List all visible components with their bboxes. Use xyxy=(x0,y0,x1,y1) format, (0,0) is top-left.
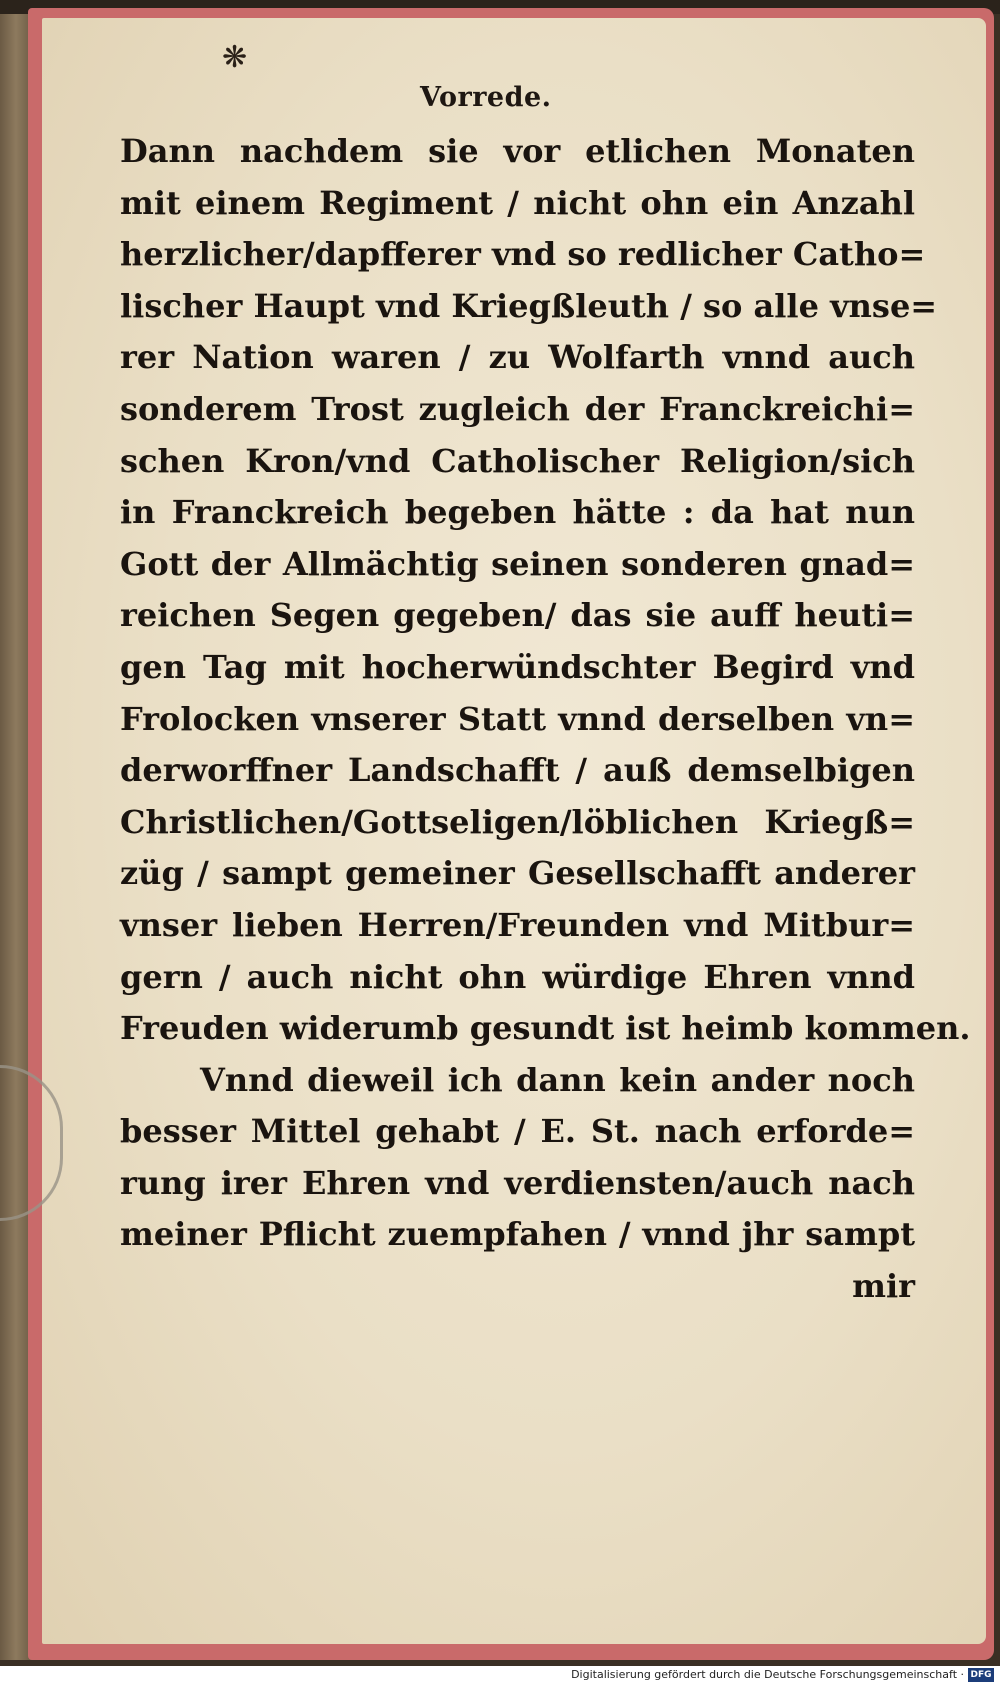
text-line: Christlichen/Gottseligen/löblichen Kriegß= xyxy=(120,802,915,841)
text-line: züg / sampt gemeiner Gesellschafft anderer xyxy=(120,854,915,893)
text-line: Gott der Allmächtig seinen sonderen gnad= xyxy=(120,544,915,583)
text-line: rer Nation waren / zu Wolfarth vnnd auch xyxy=(120,338,915,377)
text-line: Frolocken vnserer Statt vnnd derselben vn= xyxy=(120,699,915,738)
text-block xyxy=(120,126,971,1313)
text-line: mit einem Regiment / nicht ohn ein Anzahl xyxy=(120,183,915,222)
text-line: lischer Haupt vnd Kriegßleuth / so alle vnse= xyxy=(120,286,938,325)
text-line: reichen Segen gegeben/ das sie auff heuti= xyxy=(120,596,915,635)
running-head: Vorrede. xyxy=(420,82,552,113)
text-line: meiner Pflicht zuempfahen / vnnd jhr sampt xyxy=(120,1215,915,1254)
text-line: gern / auch nicht ohn würdige Ehren vnnd xyxy=(120,957,915,996)
text-line: gen Tag mit hocherwündschter Begird vnd xyxy=(120,647,915,686)
text-line: Freuden widerumb gesundt ist heimb kommen. xyxy=(120,1009,971,1048)
footer-credit: Digitalisierung gefördert durch die Deutsche Forschungsgemeinschaft · xyxy=(571,1668,964,1681)
text-line: derworffner Landschafft / auß demselbigen xyxy=(120,751,915,790)
text-line: vnser lieben Herren/Freunden vnd Mitbur= xyxy=(120,905,915,944)
text-line: in Franckreich begeben hätte : da hat nun xyxy=(120,493,915,532)
text-line: herzlicher/dapfferer vnd so redlicher Catho= xyxy=(120,235,926,274)
text-line: sonderem Trost zugleich der Franckreichi= xyxy=(120,389,915,428)
text-line: rung irer Ehren vnd verdiensten/auch nach xyxy=(120,1163,915,1202)
text-line: Dann nachdem sie vor etlichen Monaten xyxy=(120,132,915,170)
catchword: mir xyxy=(852,1267,915,1306)
ornament-icon: ❋ xyxy=(222,40,248,75)
text-line: Vnnd dieweil ich dann kein ander noch xyxy=(200,1060,915,1099)
text-line: besser Mittel gehabt / E. St. nach erforde= xyxy=(120,1112,915,1151)
dfg-logo-icon: DFG xyxy=(968,1668,994,1682)
text-line: schen Kron/vnd Catholischer Religion/sich xyxy=(120,441,915,480)
